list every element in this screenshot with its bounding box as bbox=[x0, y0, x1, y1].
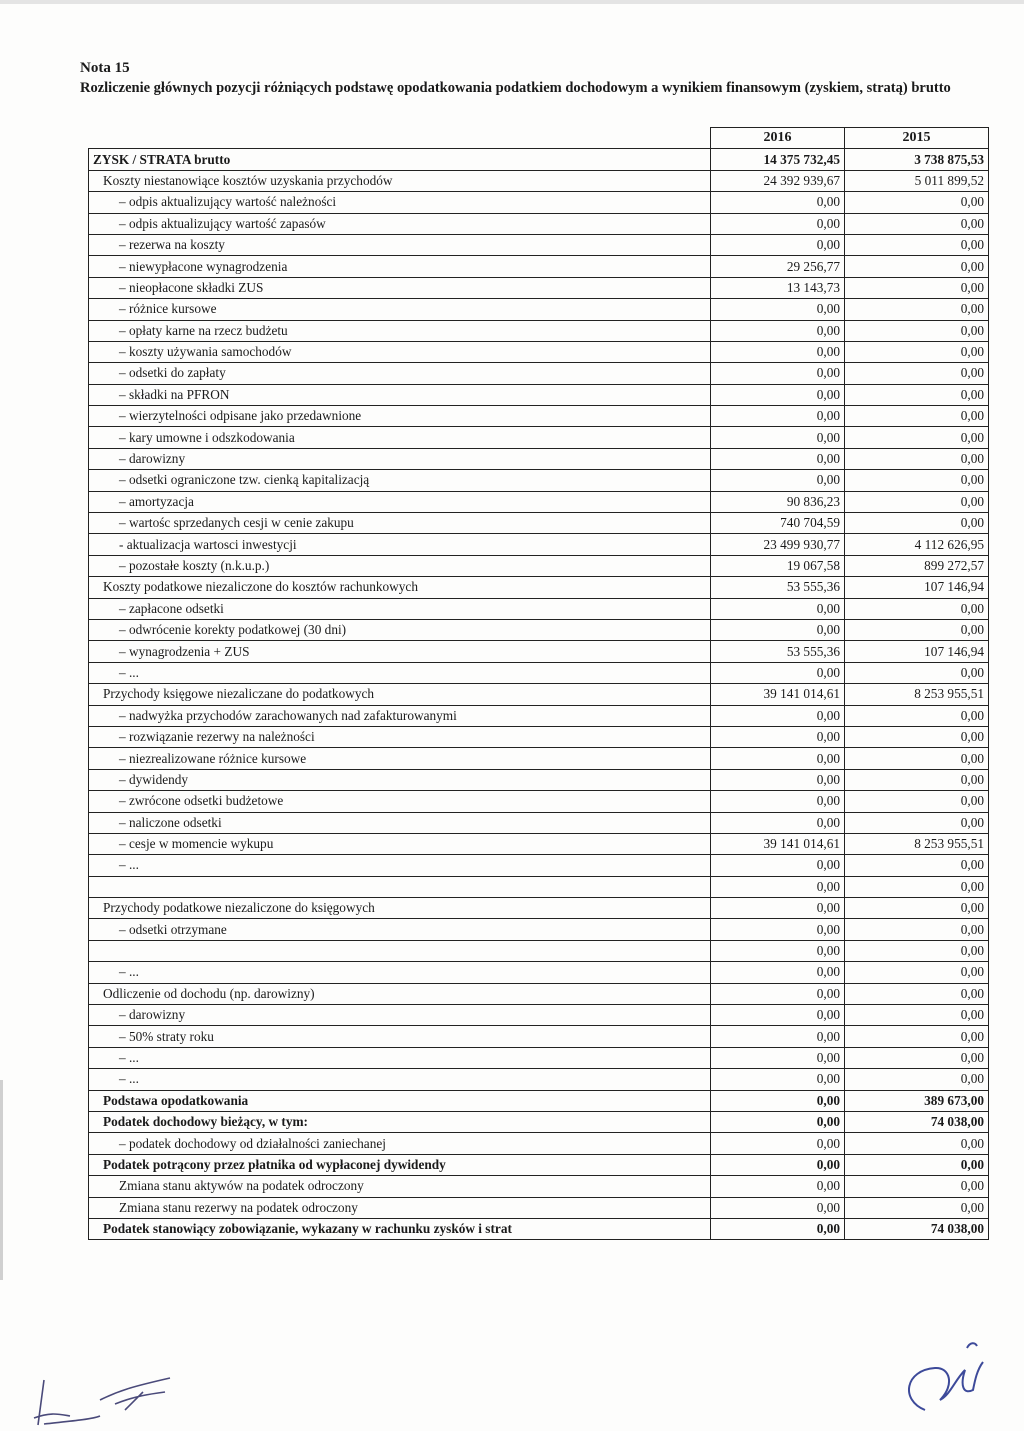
value-2015: 0,00 bbox=[845, 598, 989, 619]
value-2015: 0,00 bbox=[845, 192, 989, 213]
row-label: – darowizny bbox=[89, 1005, 711, 1026]
value-2016: 14 375 732,45 bbox=[711, 149, 845, 170]
value-2016: 0,00 bbox=[711, 1197, 845, 1218]
value-2015: 0,00 bbox=[845, 1069, 989, 1090]
table-row bbox=[89, 192, 989, 213]
header-label-cell bbox=[89, 128, 711, 149]
row-label bbox=[89, 940, 711, 961]
value-2015: 0,00 bbox=[845, 299, 989, 320]
value-2016: 0,00 bbox=[711, 1111, 845, 1132]
value-2015: 0,00 bbox=[845, 234, 989, 255]
table-header-row bbox=[89, 128, 989, 149]
table-row bbox=[89, 619, 989, 640]
table-row bbox=[89, 427, 989, 448]
row-label: – amortyzacja bbox=[89, 491, 711, 512]
value-2016: 0,00 bbox=[711, 192, 845, 213]
table-row bbox=[89, 341, 989, 362]
value-2016: 0,00 bbox=[711, 470, 845, 491]
value-2015: 0,00 bbox=[845, 1005, 989, 1026]
row-label: – składki na PFRON bbox=[89, 384, 711, 405]
value-2016: 0,00 bbox=[711, 448, 845, 469]
row-label: – ... bbox=[89, 662, 711, 683]
table-row bbox=[89, 1069, 989, 1090]
table-row bbox=[89, 1197, 989, 1218]
table-row bbox=[89, 641, 989, 662]
row-label: – zwrócone odsetki budżetowe bbox=[89, 791, 711, 812]
value-2016: 740 704,59 bbox=[711, 513, 845, 534]
value-2016: 0,00 bbox=[711, 1026, 845, 1047]
value-2016: 0,00 bbox=[711, 791, 845, 812]
row-label: Przychody księgowe niezaliczane do podatkowych bbox=[89, 684, 711, 705]
value-2016: 39 141 014,61 bbox=[711, 833, 845, 854]
table-body bbox=[89, 149, 989, 1240]
value-2015: 0,00 bbox=[845, 898, 989, 919]
table-row bbox=[89, 491, 989, 512]
value-2016: 19 067,58 bbox=[711, 555, 845, 576]
table-row bbox=[89, 876, 989, 897]
row-label: – niewypłacone wynagrodzenia bbox=[89, 256, 711, 277]
value-2015: 0,00 bbox=[845, 812, 989, 833]
table-row bbox=[89, 833, 989, 854]
value-2016: 0,00 bbox=[711, 427, 845, 448]
row-label: – odpis aktualizujący wartość zapasów bbox=[89, 213, 711, 234]
table-row bbox=[89, 1111, 989, 1132]
row-label: – ... bbox=[89, 855, 711, 876]
row-label: – wartośc sprzedanych cesji w cenie zakupu bbox=[89, 513, 711, 534]
table-row bbox=[89, 898, 989, 919]
note-title: Rozliczenie głównych pozycji różniących podstawę opodatkowania podatkiem dochodowym a wynikiem finansowym (zyskiem, stratą) brutto bbox=[80, 80, 951, 96]
value-2015: 0,00 bbox=[845, 320, 989, 341]
value-2016: 0,00 bbox=[711, 234, 845, 255]
value-2015: 8 253 955,51 bbox=[845, 684, 989, 705]
value-2016: 0,00 bbox=[711, 812, 845, 833]
table-row bbox=[89, 983, 989, 1004]
value-2016: 24 392 939,67 bbox=[711, 170, 845, 191]
value-2016: 0,00 bbox=[711, 1005, 845, 1026]
row-label: – odsetki ograniczone tzw. cienką kapitalizacją bbox=[89, 470, 711, 491]
value-2016: 0,00 bbox=[711, 213, 845, 234]
value-2016: 0,00 bbox=[711, 748, 845, 769]
value-2016: 29 256,77 bbox=[711, 256, 845, 277]
value-2015: 107 146,94 bbox=[845, 641, 989, 662]
table-row bbox=[89, 1090, 989, 1111]
value-2015: 0,00 bbox=[845, 513, 989, 534]
value-2016: 0,00 bbox=[711, 769, 845, 790]
value-2015: 0,00 bbox=[845, 619, 989, 640]
table-row bbox=[89, 149, 989, 170]
row-label: Koszty podatkowe niezaliczone do kosztów rachunkowych bbox=[89, 577, 711, 598]
table-row bbox=[89, 1154, 989, 1175]
value-2016: 0,00 bbox=[711, 855, 845, 876]
table-row bbox=[89, 256, 989, 277]
row-label bbox=[89, 876, 711, 897]
value-2016: 0,00 bbox=[711, 320, 845, 341]
value-2015: 899 272,57 bbox=[845, 555, 989, 576]
value-2015: 0,00 bbox=[845, 341, 989, 362]
value-2016: 0,00 bbox=[711, 662, 845, 683]
value-2016: 0,00 bbox=[711, 1090, 845, 1111]
row-label: – podatek dochodowy od działalności zaniechanej bbox=[89, 1133, 711, 1154]
signature-left-2-icon bbox=[95, 1372, 185, 1412]
value-2016: 0,00 bbox=[711, 1154, 845, 1175]
value-2015: 5 011 899,52 bbox=[845, 170, 989, 191]
value-2016: 0,00 bbox=[711, 726, 845, 747]
row-label: – wierzytelności odpisane jako przedawnione bbox=[89, 406, 711, 427]
value-2016: 53 555,36 bbox=[711, 641, 845, 662]
value-2015: 0,00 bbox=[845, 748, 989, 769]
row-label: – nieopłacone składki ZUS bbox=[89, 277, 711, 298]
value-2016: 0,00 bbox=[711, 1218, 845, 1239]
row-label: – 50% straty roku bbox=[89, 1026, 711, 1047]
value-2015: 0,00 bbox=[845, 1197, 989, 1218]
row-label: – dywidendy bbox=[89, 769, 711, 790]
scan-left-edge bbox=[0, 1080, 3, 1280]
table-row bbox=[89, 213, 989, 234]
row-label: – koszty używania samochodów bbox=[89, 341, 711, 362]
value-2016: 0,00 bbox=[711, 1176, 845, 1197]
row-label: – nadwyżka przychodów zarachowanych nad zafakturowanymi bbox=[89, 705, 711, 726]
row-label: – odsetki otrzymane bbox=[89, 919, 711, 940]
row-label: Zmiana stanu aktywów na podatek odroczony bbox=[89, 1176, 711, 1197]
value-2015: 0,00 bbox=[845, 256, 989, 277]
row-label: – odwrócenie korekty podatkowej (30 dni) bbox=[89, 619, 711, 640]
table-row bbox=[89, 1026, 989, 1047]
column-header-2015: 2015 bbox=[845, 128, 989, 149]
row-label: – niezrealizowane różnice kursowe bbox=[89, 748, 711, 769]
row-label: - aktualizacja wartosci inwestycji bbox=[89, 534, 711, 555]
table-row bbox=[89, 448, 989, 469]
value-2016: 0,00 bbox=[711, 919, 845, 940]
value-2016: 53 555,36 bbox=[711, 577, 845, 598]
row-label: – pozostałe koszty (n.k.u.p.) bbox=[89, 555, 711, 576]
value-2015: 0,00 bbox=[845, 791, 989, 812]
value-2016: 90 836,23 bbox=[711, 491, 845, 512]
value-2016: 0,00 bbox=[711, 299, 845, 320]
value-2015: 4 112 626,95 bbox=[845, 534, 989, 555]
value-2015: 0,00 bbox=[845, 705, 989, 726]
row-label: Odliczenie od dochodu (np. darowizny) bbox=[89, 983, 711, 1004]
table-row bbox=[89, 1047, 989, 1068]
note-heading bbox=[80, 58, 980, 98]
row-label: – cesje w momencie wykupu bbox=[89, 833, 711, 854]
row-label: – ... bbox=[89, 1047, 711, 1068]
value-2015: 0,00 bbox=[845, 448, 989, 469]
value-2016: 0,00 bbox=[711, 1133, 845, 1154]
row-label: Podstawa opodatkowania bbox=[89, 1090, 711, 1111]
table-row bbox=[89, 277, 989, 298]
value-2015: 0,00 bbox=[845, 470, 989, 491]
row-label: Podatek dochodowy bieżący, w tym: bbox=[89, 1111, 711, 1132]
table-row bbox=[89, 406, 989, 427]
row-label: ZYSK / STRATA brutto bbox=[89, 149, 711, 170]
value-2015: 0,00 bbox=[845, 662, 989, 683]
value-2015: 0,00 bbox=[845, 1133, 989, 1154]
value-2015: 0,00 bbox=[845, 726, 989, 747]
row-label: Zmiana stanu rezerwy na podatek odroczony bbox=[89, 1197, 711, 1218]
table-row bbox=[89, 1176, 989, 1197]
value-2015: 0,00 bbox=[845, 983, 989, 1004]
value-2015: 0,00 bbox=[845, 384, 989, 405]
value-2015: 0,00 bbox=[845, 213, 989, 234]
row-label: Koszty niestanowiące kosztów uzyskania przychodów bbox=[89, 170, 711, 191]
value-2016: 0,00 bbox=[711, 363, 845, 384]
table-row bbox=[89, 555, 989, 576]
table-row bbox=[89, 812, 989, 833]
value-2016: 39 141 014,61 bbox=[711, 684, 845, 705]
table-row bbox=[89, 662, 989, 683]
row-label: – odpis aktualizujący wartość należności bbox=[89, 192, 711, 213]
row-label: – kary umowne i odszkodowania bbox=[89, 427, 711, 448]
value-2015: 0,00 bbox=[845, 1176, 989, 1197]
table-row bbox=[89, 1133, 989, 1154]
table-row bbox=[89, 705, 989, 726]
table-row bbox=[89, 726, 989, 747]
row-label: Podatek potrącony przez płatnika od wypłaconej dywidendy bbox=[89, 1154, 711, 1175]
value-2016: 0,00 bbox=[711, 406, 845, 427]
note-number: Nota 15 bbox=[80, 60, 130, 76]
value-2015: 0,00 bbox=[845, 427, 989, 448]
value-2016: 0,00 bbox=[711, 1047, 845, 1068]
row-label: – ... bbox=[89, 1069, 711, 1090]
table-row bbox=[89, 320, 989, 341]
value-2016: 0,00 bbox=[711, 876, 845, 897]
table-row bbox=[89, 940, 989, 961]
value-2016: 23 499 930,77 bbox=[711, 534, 845, 555]
scan-top-edge bbox=[0, 0, 1024, 4]
row-label: Podatek stanowiący zobowiązanie, wykazany w rachunku zysków i strat bbox=[89, 1218, 711, 1239]
table-row bbox=[89, 363, 989, 384]
row-label: – wynagrodzenia + ZUS bbox=[89, 641, 711, 662]
row-label: – rezerwa na koszty bbox=[89, 234, 711, 255]
table-row bbox=[89, 513, 989, 534]
table-row bbox=[89, 534, 989, 555]
table-row bbox=[89, 384, 989, 405]
table-row bbox=[89, 791, 989, 812]
row-label: – ... bbox=[89, 962, 711, 983]
value-2015: 0,00 bbox=[845, 363, 989, 384]
value-2015: 0,00 bbox=[845, 876, 989, 897]
value-2016: 13 143,73 bbox=[711, 277, 845, 298]
row-label: – opłaty karne na rzecz budżetu bbox=[89, 320, 711, 341]
value-2015: 389 673,00 bbox=[845, 1090, 989, 1111]
value-2016: 0,00 bbox=[711, 898, 845, 919]
signature-right-icon bbox=[895, 1340, 995, 1420]
table-row bbox=[89, 170, 989, 191]
value-2015: 0,00 bbox=[845, 491, 989, 512]
value-2015: 0,00 bbox=[845, 277, 989, 298]
value-2016: 0,00 bbox=[711, 1069, 845, 1090]
value-2015: 0,00 bbox=[845, 940, 989, 961]
table-row bbox=[89, 1005, 989, 1026]
value-2015: 0,00 bbox=[845, 1026, 989, 1047]
value-2015: 0,00 bbox=[845, 1047, 989, 1068]
table-row bbox=[89, 1218, 989, 1239]
table-row bbox=[89, 598, 989, 619]
value-2016: 0,00 bbox=[711, 962, 845, 983]
value-2015: 0,00 bbox=[845, 855, 989, 876]
row-label: – zapłacone odsetki bbox=[89, 598, 711, 619]
column-header-2016: 2016 bbox=[711, 128, 845, 149]
row-label: – naliczone odsetki bbox=[89, 812, 711, 833]
table-row bbox=[89, 919, 989, 940]
value-2015: 0,00 bbox=[845, 1154, 989, 1175]
row-label: Przychody podatkowe niezaliczone do księgowych bbox=[89, 898, 711, 919]
value-2015: 74 038,00 bbox=[845, 1111, 989, 1132]
table-row bbox=[89, 855, 989, 876]
value-2015: 0,00 bbox=[845, 406, 989, 427]
value-2015: 0,00 bbox=[845, 919, 989, 940]
value-2015: 0,00 bbox=[845, 962, 989, 983]
value-2016: 0,00 bbox=[711, 983, 845, 1004]
row-label: – różnice kursowe bbox=[89, 299, 711, 320]
row-label: – darowizny bbox=[89, 448, 711, 469]
value-2016: 0,00 bbox=[711, 598, 845, 619]
value-2016: 0,00 bbox=[711, 940, 845, 961]
value-2015: 107 146,94 bbox=[845, 577, 989, 598]
value-2015: 8 253 955,51 bbox=[845, 833, 989, 854]
value-2016: 0,00 bbox=[711, 619, 845, 640]
table-row bbox=[89, 577, 989, 598]
row-label: – odsetki do zapłaty bbox=[89, 363, 711, 384]
value-2016: 0,00 bbox=[711, 705, 845, 726]
value-2015: 3 738 875,53 bbox=[845, 149, 989, 170]
table-row bbox=[89, 962, 989, 983]
reconciliation-table bbox=[88, 127, 989, 1240]
table-row bbox=[89, 299, 989, 320]
row-label: – rozwiązanie rezerwy na należności bbox=[89, 726, 711, 747]
value-2016: 0,00 bbox=[711, 341, 845, 362]
table-row bbox=[89, 470, 989, 491]
table-row bbox=[89, 234, 989, 255]
table-row bbox=[89, 769, 989, 790]
table-row bbox=[89, 748, 989, 769]
value-2016: 0,00 bbox=[711, 384, 845, 405]
value-2015: 74 038,00 bbox=[845, 1218, 989, 1239]
value-2015: 0,00 bbox=[845, 769, 989, 790]
table-row bbox=[89, 684, 989, 705]
